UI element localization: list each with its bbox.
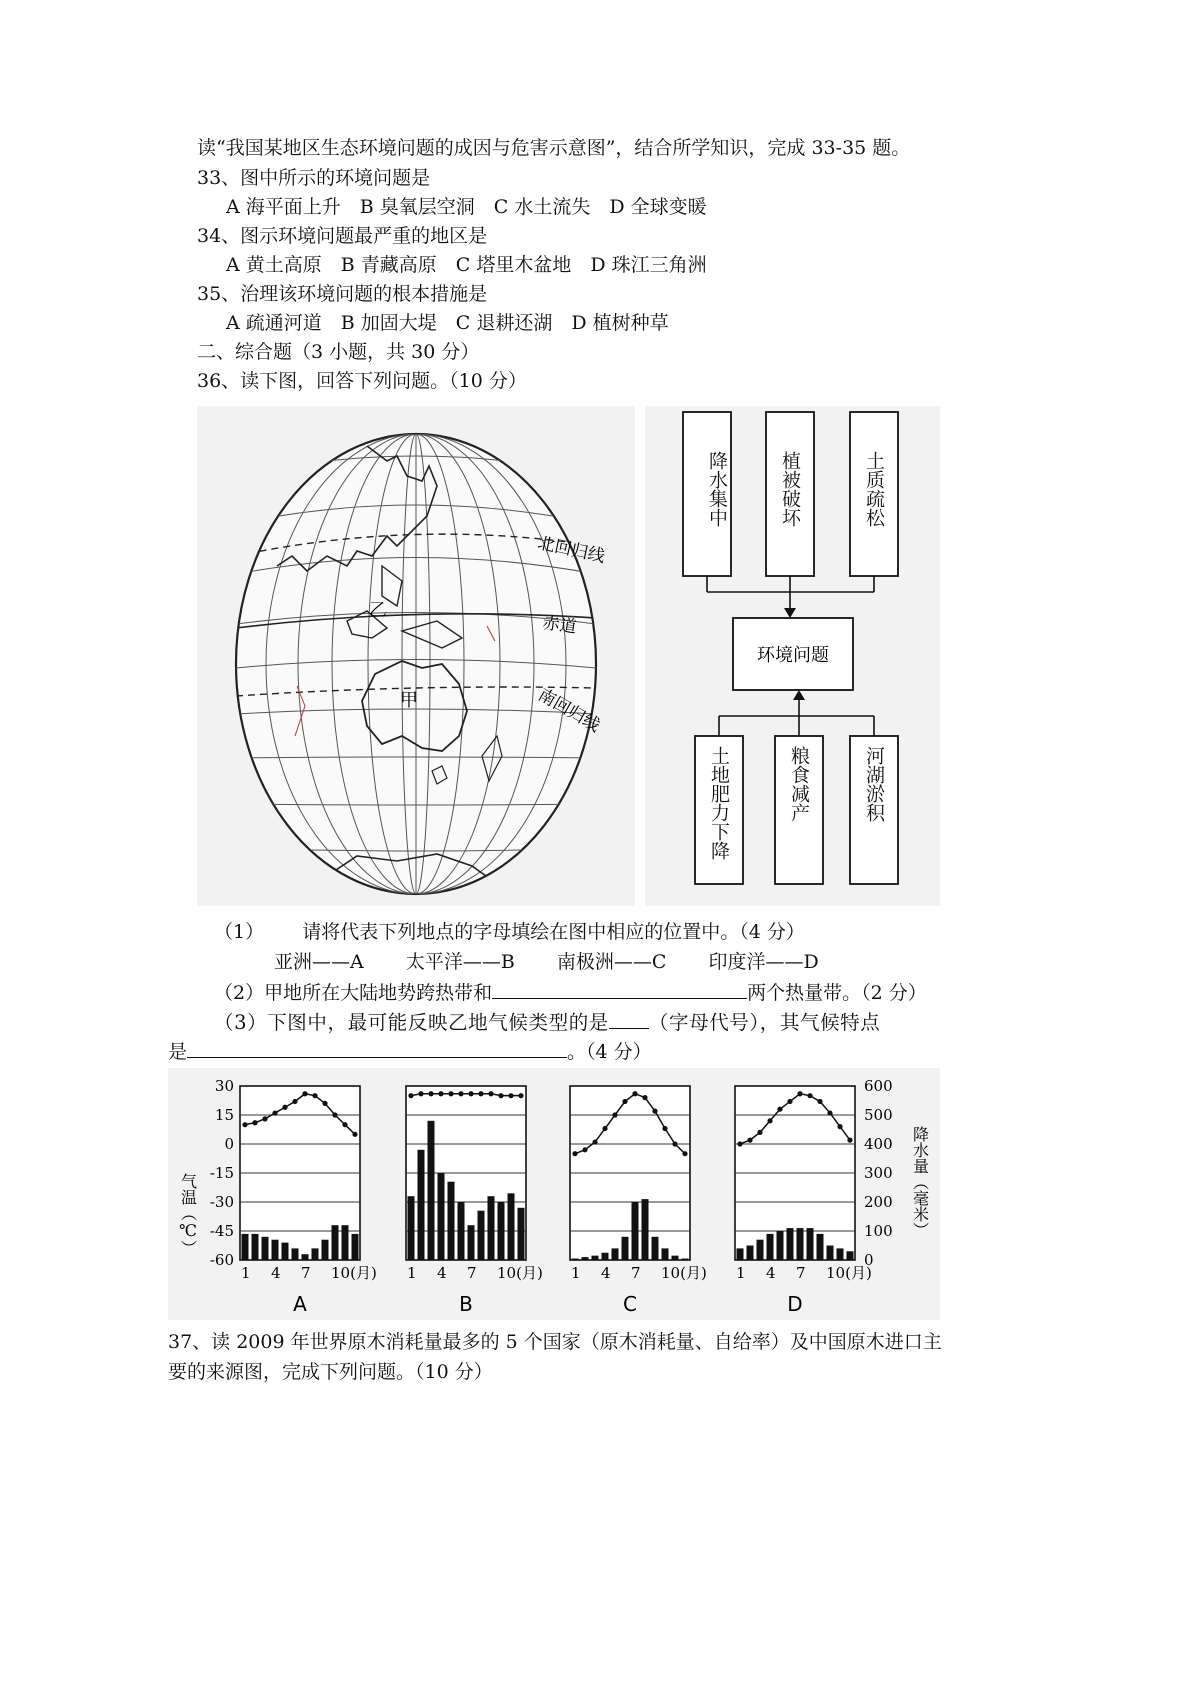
temperature-point (787, 1099, 792, 1104)
temperature-point (272, 1110, 277, 1115)
temperature-point (837, 1124, 842, 1129)
temperature-point (592, 1139, 597, 1144)
precip-bar (448, 1182, 455, 1260)
precip-bar (622, 1237, 629, 1260)
label-equator: 赤道 (541, 613, 578, 638)
temp-tick-label: 0 (224, 1135, 234, 1153)
question-35-options: A 疏通河道 B 加固大堤 C 退耕还湖 D 植树种草 (226, 312, 669, 334)
temperature-point (478, 1091, 483, 1096)
temperature-point (322, 1101, 327, 1106)
temperature-point (737, 1141, 742, 1146)
precip-bar (817, 1234, 824, 1260)
precip-bar (418, 1150, 425, 1260)
temperature-point (672, 1141, 677, 1146)
globe-map-svg (197, 406, 635, 906)
month-tick-label: 4 (437, 1264, 447, 1282)
precip-bar (322, 1240, 329, 1260)
precip-bar (312, 1248, 319, 1260)
precip-bar (352, 1234, 359, 1260)
temperature-point (252, 1120, 257, 1125)
temperature-point (682, 1151, 687, 1156)
q36-part1-text: 请将代表下列地点的字母填绘在图中相应的位置中。（4 分） (302, 921, 805, 943)
q36-part1-number: （1） (214, 921, 265, 943)
temperature-point (312, 1093, 317, 1098)
temperature-point (747, 1138, 752, 1143)
precip-bar (332, 1225, 339, 1260)
temperature-point (352, 1132, 357, 1137)
temperature-point (632, 1091, 637, 1096)
precip-bar (827, 1246, 834, 1261)
chart-B-label: B (459, 1292, 473, 1316)
precip-bar (767, 1234, 774, 1260)
section-heading: 二、综合题（3 小题，共 30 分） (197, 341, 480, 363)
temperature-point (408, 1093, 413, 1098)
temperature-point (508, 1093, 513, 1098)
month-tick-label: 1 (241, 1264, 251, 1282)
q36-part3-text-d: 。（4 分） (567, 1041, 652, 1063)
question-35-stem: 35、治理该环境问题的根本措施是 (197, 283, 488, 305)
cause-box-vegetation: 植被破坏 (779, 451, 801, 527)
precip-bar (807, 1228, 814, 1260)
precip-tick-label: 200 (864, 1193, 893, 1211)
precip-bar (342, 1225, 349, 1260)
precip-bar (847, 1251, 854, 1260)
precip-bar (498, 1202, 505, 1260)
item-indian-ocean: 印度洋——D (708, 951, 819, 973)
precip-bar (272, 1240, 279, 1260)
item-pacific: 太平洋——B (405, 951, 515, 973)
globe-map (197, 406, 635, 906)
precip-bar (612, 1248, 619, 1260)
month-tick-label: 7 (796, 1264, 806, 1282)
item-antarctica: 南极洲——C (556, 951, 667, 973)
temperature-point (757, 1130, 762, 1135)
month-tick-label: 4 (766, 1264, 776, 1282)
temperature-point (302, 1091, 307, 1096)
climate-charts-svg (168, 1068, 940, 1320)
precip-tick-label: 500 (864, 1106, 893, 1124)
chart-D-label: D (787, 1292, 803, 1316)
precip-tick-label: 0 (864, 1251, 874, 1269)
climate-charts-panel (168, 1068, 940, 1320)
label-yi: 乙 (369, 600, 387, 621)
answer-blank-part3-letter[interactable] (609, 1010, 649, 1029)
question-36-title: 36、读下图，回答下列问题。（10 分） (197, 370, 527, 392)
precip-tick-label: 400 (864, 1135, 893, 1153)
precip-bar (302, 1254, 309, 1260)
precip-bar (602, 1253, 609, 1260)
precip-bar (468, 1225, 475, 1260)
temperature-point (622, 1099, 627, 1104)
month-tick-label: 1 (407, 1264, 417, 1282)
temperature-point (518, 1093, 523, 1098)
temperature-point (612, 1112, 617, 1117)
temperature-point (418, 1091, 423, 1096)
question-34-options: A 黄土高原 B 青藏高原 C 塔里木盆地 D 珠江三角洲 (226, 254, 707, 276)
precip-bar (837, 1248, 844, 1260)
precip-bar (747, 1246, 754, 1261)
temperature-point (332, 1112, 337, 1117)
month-tick-label: 10(月) (497, 1264, 543, 1282)
precipitation-axis-label: 降水量（毫米） (910, 1126, 930, 1238)
month-tick-label: 1 (571, 1264, 581, 1282)
cause-effect-diagram (645, 406, 940, 906)
intro-text: 读“我国某地区生态环境问题的成因与危害示意图”，结合所学知识，完成 33-35 题。 (197, 137, 911, 159)
q37-line1: 37、读 2009 年世界原木消耗量最多的 5 个国家（原木消耗量、自给率）及中国原木进口主 (168, 1331, 942, 1353)
answer-blank-part2[interactable] (492, 980, 747, 999)
cause-box-rainfall: 降水集中 (706, 451, 728, 527)
label-tropic-cancer: 北回归线 (535, 533, 607, 568)
chart-A-label: A (293, 1292, 307, 1316)
month-tick-label: 10(月) (826, 1264, 872, 1282)
temperature-point (242, 1122, 247, 1127)
precip-tick-label: 600 (864, 1077, 893, 1095)
precip-bar (777, 1231, 784, 1260)
precip-bar (488, 1196, 495, 1260)
precip-bar (642, 1199, 649, 1260)
q36-part3-text-b: （字母代号），其气候特点 (648, 1011, 881, 1034)
precip-bar (438, 1173, 445, 1260)
precip-bar (428, 1121, 435, 1260)
temperature-axis-label: 气温（℃） (178, 1173, 198, 1256)
precip-bar (282, 1243, 289, 1260)
precip-bar (252, 1234, 259, 1260)
temperature-point (777, 1107, 782, 1112)
precip-bar (478, 1211, 485, 1260)
precip-bar (508, 1193, 515, 1260)
temperature-point (827, 1110, 832, 1115)
temperature-point (438, 1091, 443, 1096)
item-asia: 亚洲——A (274, 951, 364, 973)
temperature-point (582, 1147, 587, 1152)
month-tick-label: 1 (736, 1264, 746, 1282)
temperature-point (498, 1093, 503, 1098)
q36-part1-items (274, 950, 819, 974)
precip-bar (582, 1257, 589, 1260)
temperature-point (797, 1091, 802, 1096)
answer-blank-part3-feature[interactable] (187, 1039, 567, 1058)
temperature-point (282, 1105, 287, 1110)
temp-tick-label: 30 (214, 1077, 234, 1095)
temperature-point (817, 1099, 822, 1104)
precip-bar (662, 1248, 669, 1260)
month-tick-label: 7 (467, 1264, 477, 1282)
q36-part3-cont (168, 1039, 652, 1064)
temperature-point (488, 1091, 493, 1096)
q36-part1 (214, 920, 805, 944)
temperature-point (807, 1093, 812, 1098)
temp-tick-label: -15 (209, 1164, 234, 1182)
precip-bar (682, 1259, 689, 1260)
temperature-point (292, 1099, 297, 1104)
temp-tick-label: 15 (214, 1106, 234, 1124)
chart-C-label: C (623, 1292, 637, 1316)
label-tropic-capricorn: 南回归线 (534, 685, 604, 737)
effect-box-grain: 粮食减产 (788, 746, 810, 822)
q36-part3-text-c: 是 (168, 1041, 188, 1063)
temperature-point (767, 1118, 772, 1123)
temperature-point (458, 1091, 463, 1096)
temperature-point (428, 1091, 433, 1096)
precip-bar (652, 1237, 659, 1260)
precip-bar (757, 1240, 764, 1260)
precip-bar (408, 1196, 415, 1260)
precip-bar (242, 1234, 249, 1260)
temperature-point (602, 1126, 607, 1131)
month-tick-label: 10(月) (331, 1264, 377, 1282)
question-33-options: A 海平面上升 B 臭氧层空洞 C 水土流失 D 全球变暖 (226, 196, 707, 218)
month-tick-label: 10(月) (661, 1264, 707, 1282)
label-jia: 甲 (400, 690, 418, 711)
precip-bar (518, 1208, 525, 1260)
precip-tick-label: 100 (864, 1222, 893, 1240)
month-tick-label: 4 (601, 1264, 611, 1282)
cause-box-soil: 土质疏松 (863, 451, 885, 527)
temperature-point (448, 1091, 453, 1096)
effect-box-silting: 河湖淤积 (863, 746, 885, 822)
precip-bar (262, 1237, 269, 1260)
month-tick-label: 7 (631, 1264, 641, 1282)
month-tick-label: 7 (301, 1264, 311, 1282)
question-34-stem: 34、图示环境问题最严重的地区是 (197, 225, 488, 247)
month-tick-label: 4 (271, 1264, 281, 1282)
precip-bar (572, 1259, 579, 1260)
precip-bar (737, 1248, 744, 1260)
temperature-point (662, 1126, 667, 1131)
temperature-point (652, 1109, 657, 1114)
temp-tick-label: -45 (209, 1222, 234, 1240)
q36-part2 (214, 980, 927, 1005)
precip-bar (632, 1202, 639, 1260)
q36-part3-text-a: （3）下图中，最可能反映乙地气候类型的是 (214, 1011, 609, 1034)
temp-tick-label: -60 (209, 1251, 234, 1269)
temp-tick-label: -30 (209, 1193, 234, 1211)
precip-bar (787, 1228, 794, 1260)
q37-line2: 要的来源图，完成下列问题。（10 分） (168, 1361, 493, 1383)
temperature-point (572, 1151, 577, 1156)
temperature-point (468, 1091, 473, 1096)
precip-bar (592, 1256, 599, 1260)
q36-part3 (214, 1010, 880, 1035)
q36-part2-text-b: 两个热量带。（2 分） (747, 982, 927, 1004)
flow-center: 环境问题 (757, 645, 829, 666)
precip-bar (458, 1202, 465, 1260)
q36-part2-text-a: （2）甲地所在大陆地势跨热带和 (214, 982, 493, 1004)
temperature-point (342, 1122, 347, 1127)
question-33-stem: 33、图中所示的环境问题是 (197, 167, 431, 189)
precip-bar (797, 1228, 804, 1260)
precip-tick-label: 300 (864, 1164, 893, 1182)
precip-bar (292, 1248, 299, 1260)
effect-box-fertility: 土地肥力下降 (708, 746, 730, 860)
precip-bar (672, 1256, 679, 1260)
temperature-point (847, 1138, 852, 1143)
temperature-point (642, 1095, 647, 1100)
temperature-point (262, 1116, 267, 1121)
